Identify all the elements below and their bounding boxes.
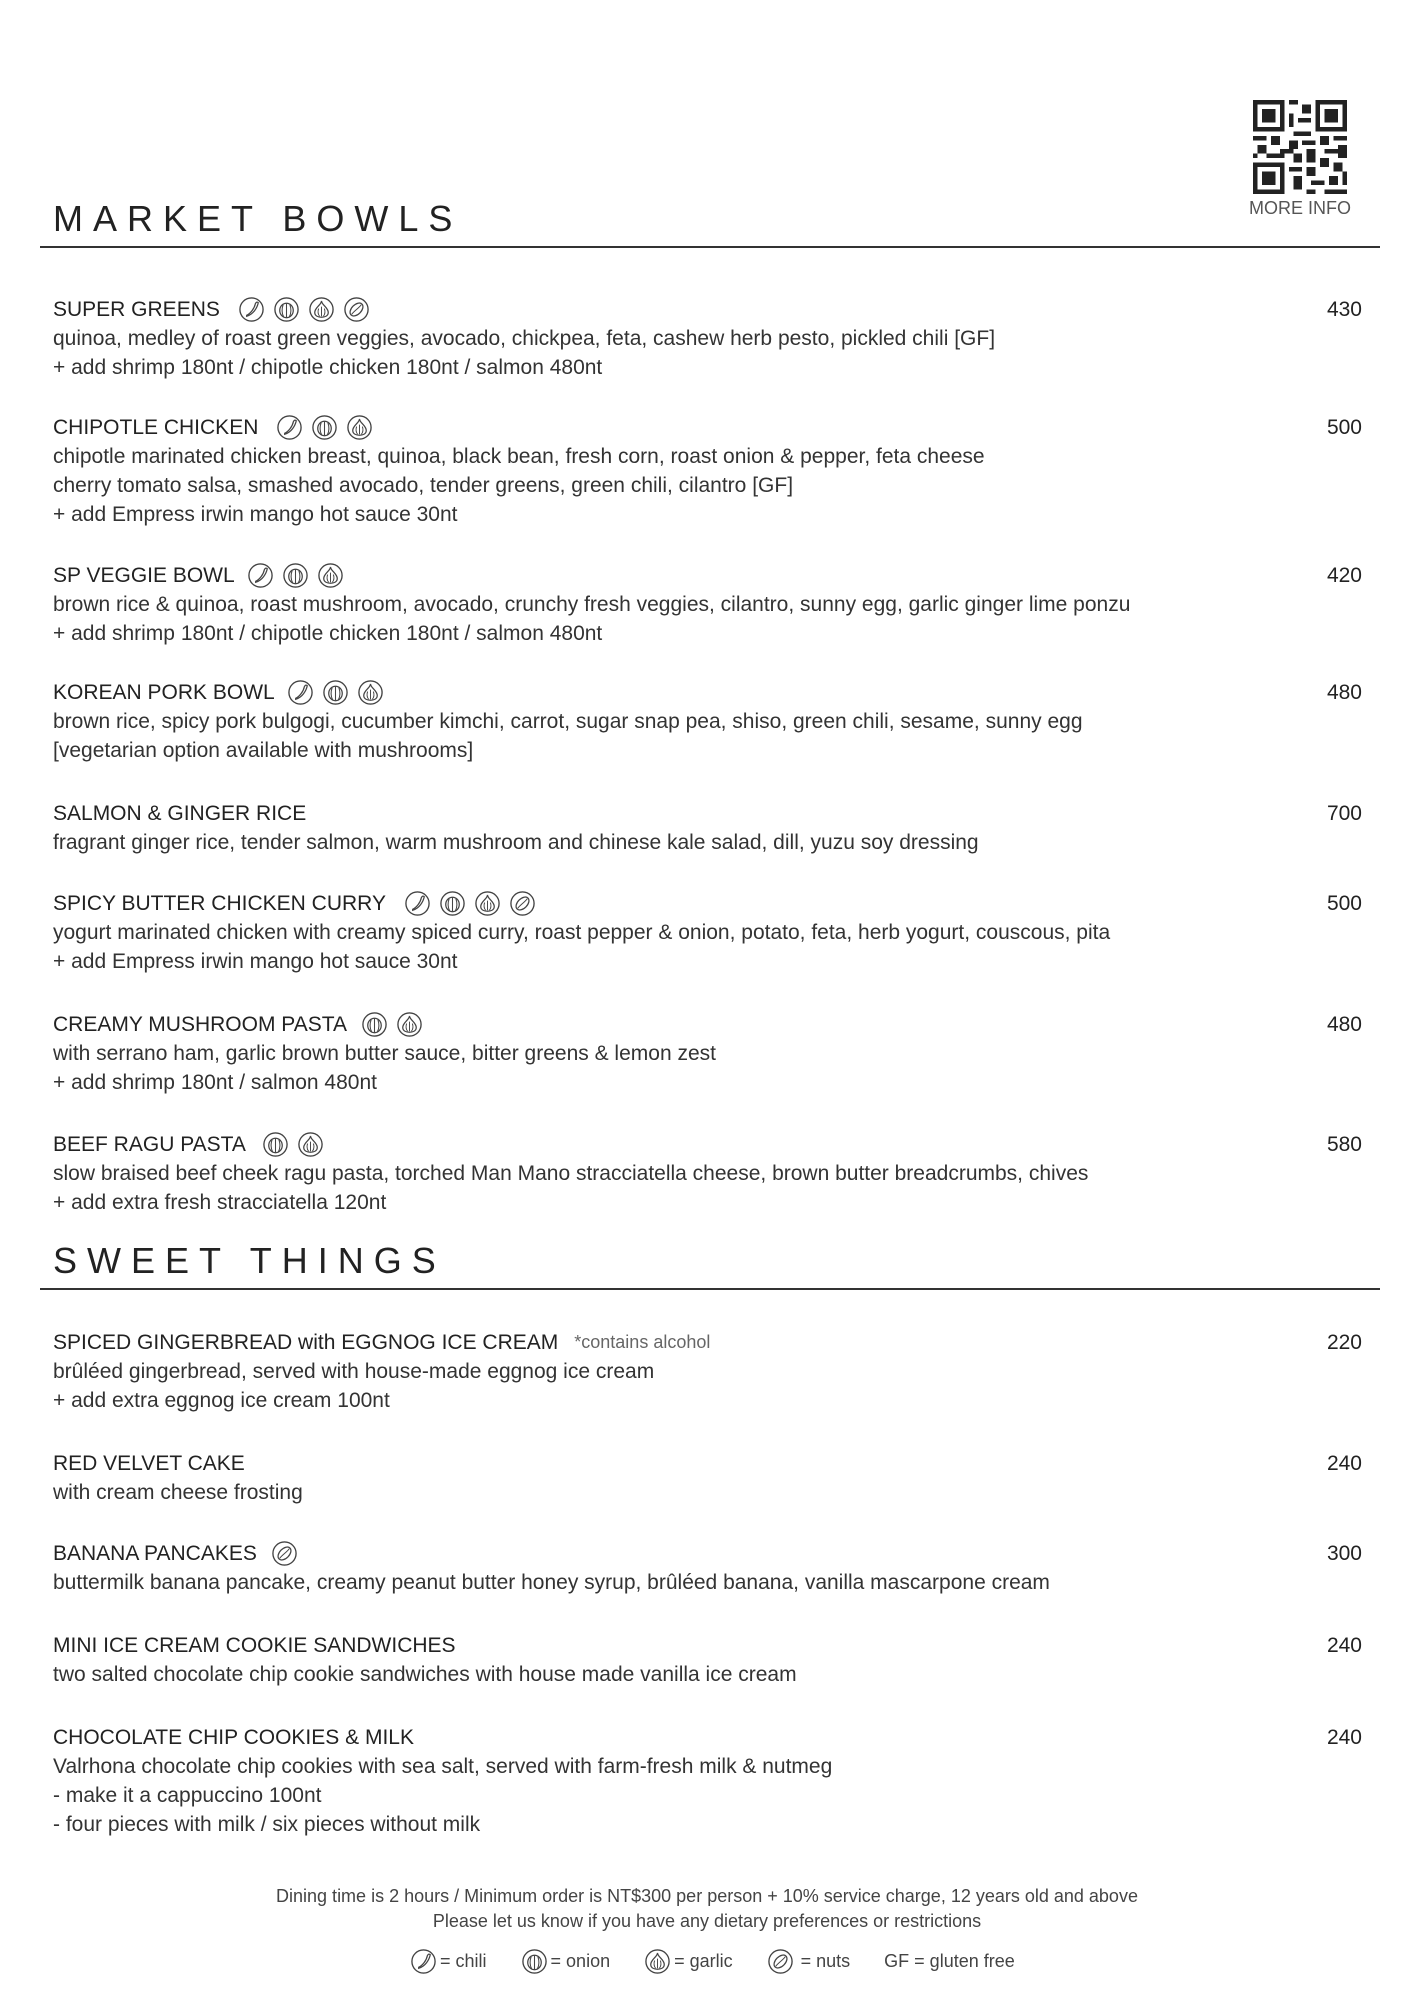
qr-code[interactable]	[1253, 100, 1347, 194]
item-description: buttermilk banana pancake, creamy peanut butter honey syrup, brûléed banana, vanilla mascarpone cream	[53, 1571, 1050, 1594]
item-option: - make it a cappuccino 100nt	[53, 1784, 322, 1807]
item-name: SP VEGGIE BOWL	[53, 564, 235, 587]
item-addon: + add extra fresh stracciatella 120nt	[53, 1191, 387, 1214]
garlic-icon	[357, 679, 384, 706]
chili-icon	[238, 296, 265, 323]
item-option: - four pieces with milk / six pieces without milk	[53, 1813, 481, 1836]
onion-icon	[282, 562, 309, 589]
onion-icon	[322, 679, 349, 706]
menu-item	[53, 678, 1373, 765]
item-description: brûléed gingerbread, served with house-made eggnog ice cream	[53, 1360, 655, 1383]
item-addon: + add extra eggnog ice cream 100nt	[53, 1389, 390, 1412]
onion-icon	[273, 296, 300, 323]
legend-chili-label: = chili	[440, 1951, 487, 1971]
item-description: brown rice & quinoa, roast mushroom, avocado, crunchy fresh veggies, cilantro, sunny egg, garlic ginger lime ponzu	[53, 593, 1131, 616]
item-note: [vegetarian option available with mushrooms]	[53, 739, 474, 762]
item-addon: + add shrimp 180nt / chipotle chicken 180nt / salmon 480nt	[53, 622, 603, 645]
item-price: 500	[1326, 416, 1362, 439]
legend-gf-label: GF = gluten free	[884, 1951, 1015, 1971]
nuts-icon	[271, 1540, 298, 1567]
item-description: fragrant ginger rice, tender salmon, warm mushroom and chinese kale salad, dill, yuzu soy dressing	[53, 831, 979, 854]
item-name: CREAMY MUSHROOM PASTA	[53, 1013, 348, 1036]
menu-item	[53, 799, 1373, 857]
section-divider	[40, 246, 1380, 248]
menu-item	[53, 1631, 1373, 1689]
garlic-icon	[308, 296, 335, 323]
menu-item	[53, 295, 1373, 382]
menu-item	[53, 1539, 1373, 1597]
garlic-icon	[346, 414, 373, 441]
item-note: *contains alcohol	[574, 1332, 711, 1352]
nuts-icon	[509, 890, 536, 917]
icon-legend	[410, 1948, 1049, 1975]
chili-icon	[247, 562, 274, 589]
item-name: CHOCOLATE CHIP COOKIES & MILK	[53, 1726, 414, 1749]
item-description: slow braised beef cheek ragu pasta, torched Man Mano stracciatella cheese, brown butter breadcrumbs, chives	[53, 1162, 1089, 1185]
item-price: 420	[1326, 564, 1362, 587]
item-price: 240	[1326, 1634, 1362, 1657]
garlic-icon	[644, 1948, 671, 1975]
section-title-sweet-things: SWEET THINGS	[53, 1240, 446, 1281]
item-addon: + add Empress irwin mango hot sauce 30nt	[53, 503, 458, 526]
item-price: 500	[1326, 892, 1362, 915]
item-price: 240	[1326, 1452, 1362, 1475]
item-description: two salted chocolate chip cookie sandwiches with house made vanilla ice cream	[53, 1663, 797, 1686]
item-name: SPICY BUTTER CHICKEN CURRY	[53, 892, 386, 915]
item-description: quinoa, medley of roast green veggies, avocado, chickpea, feta, cashew herb pesto, pickled chili [GF]	[53, 327, 996, 350]
onion-icon	[262, 1131, 289, 1158]
item-name: SALMON & GINGER RICE	[53, 802, 307, 825]
item-price: 300	[1326, 1542, 1362, 1565]
nuts-icon	[767, 1948, 794, 1975]
item-price: 220	[1326, 1331, 1362, 1354]
onion-icon	[439, 890, 466, 917]
item-price: 480	[1326, 681, 1362, 704]
item-description: Valrhona chocolate chip cookies with sea salt, served with farm-fresh milk & nutmeg	[53, 1755, 833, 1778]
menu-item	[53, 889, 1373, 976]
qr-label: MORE INFO	[1249, 198, 1351, 218]
menu-item	[53, 1328, 1373, 1415]
onion-icon	[311, 414, 338, 441]
item-price: 480	[1326, 1013, 1362, 1036]
garlic-icon	[474, 890, 501, 917]
item-name: SPICED GINGERBREAD with EGGNOG ICE CREAM	[53, 1331, 559, 1354]
legend-onion-label: = onion	[550, 1951, 611, 1971]
section-title-market-bowls: MARKET BOWLS	[53, 198, 463, 239]
nuts-icon	[343, 296, 370, 323]
item-description: with serrano ham, garlic brown butter sauce, bitter greens & lemon zest	[53, 1042, 716, 1065]
onion-icon	[521, 1948, 548, 1975]
item-name: SUPER GREENS	[53, 298, 220, 321]
item-name: KOREAN PORK BOWL	[53, 681, 275, 704]
item-name: RED VELVET CAKE	[53, 1452, 245, 1475]
chili-icon	[276, 414, 303, 441]
garlic-icon	[396, 1011, 423, 1038]
item-description: cherry tomato salsa, smashed avocado, tender greens, green chili, cilantro [GF]	[53, 474, 794, 497]
item-description: with cream cheese frosting	[53, 1481, 303, 1504]
item-description: brown rice, spicy pork bulgogi, cucumber kimchi, carrot, sugar snap pea, shiso, green chili, sesame, sunny egg	[53, 710, 1083, 733]
onion-icon	[361, 1011, 388, 1038]
menu-item	[53, 413, 1373, 529]
footer-dietary-note: Please let us know if you have any dietary preferences or restrictions	[432, 1911, 982, 1931]
chili-icon	[410, 1948, 437, 1975]
item-addon: + add Empress irwin mango hot sauce 30nt	[53, 950, 458, 973]
menu-item	[53, 1449, 1373, 1507]
footer-policy: Dining time is 2 hours / Minimum order is NT$300 per person + 10% service charge, 12 years old and above	[276, 1886, 1138, 1906]
item-price: 580	[1326, 1133, 1362, 1156]
item-name: MINI ICE CREAM COOKIE SANDWICHES	[53, 1634, 456, 1657]
menu-item	[53, 1010, 1373, 1097]
item-description: chipotle marinated chicken breast, quinoa, black bean, fresh corn, roast onion & pepper, feta cheese	[53, 445, 985, 468]
menu-item	[53, 1130, 1373, 1217]
legend-garlic-label: = garlic	[674, 1951, 733, 1971]
item-addon: + add shrimp 180nt / chipotle chicken 180nt / salmon 480nt	[53, 356, 603, 379]
menu-item	[53, 1723, 1373, 1839]
chili-icon	[404, 890, 431, 917]
item-description: yogurt marinated chicken with creamy spiced curry, roast pepper & onion, potato, feta, herb yogurt, couscous, pita	[53, 921, 1111, 944]
garlic-icon	[297, 1131, 324, 1158]
section-divider	[40, 1288, 1380, 1290]
item-price: 240	[1326, 1726, 1362, 1749]
legend-nuts-label: = nuts	[800, 1951, 851, 1971]
chili-icon	[287, 679, 314, 706]
item-addon: + add shrimp 180nt / salmon 480nt	[53, 1071, 377, 1094]
item-name: CHIPOTLE CHICKEN	[53, 416, 259, 439]
garlic-icon	[317, 562, 344, 589]
item-price: 430	[1326, 298, 1362, 321]
item-name: BANANA PANCAKES	[53, 1542, 257, 1565]
item-name: BEEF RAGU PASTA	[53, 1133, 246, 1156]
item-price: 700	[1326, 802, 1362, 825]
menu-item	[53, 561, 1373, 648]
